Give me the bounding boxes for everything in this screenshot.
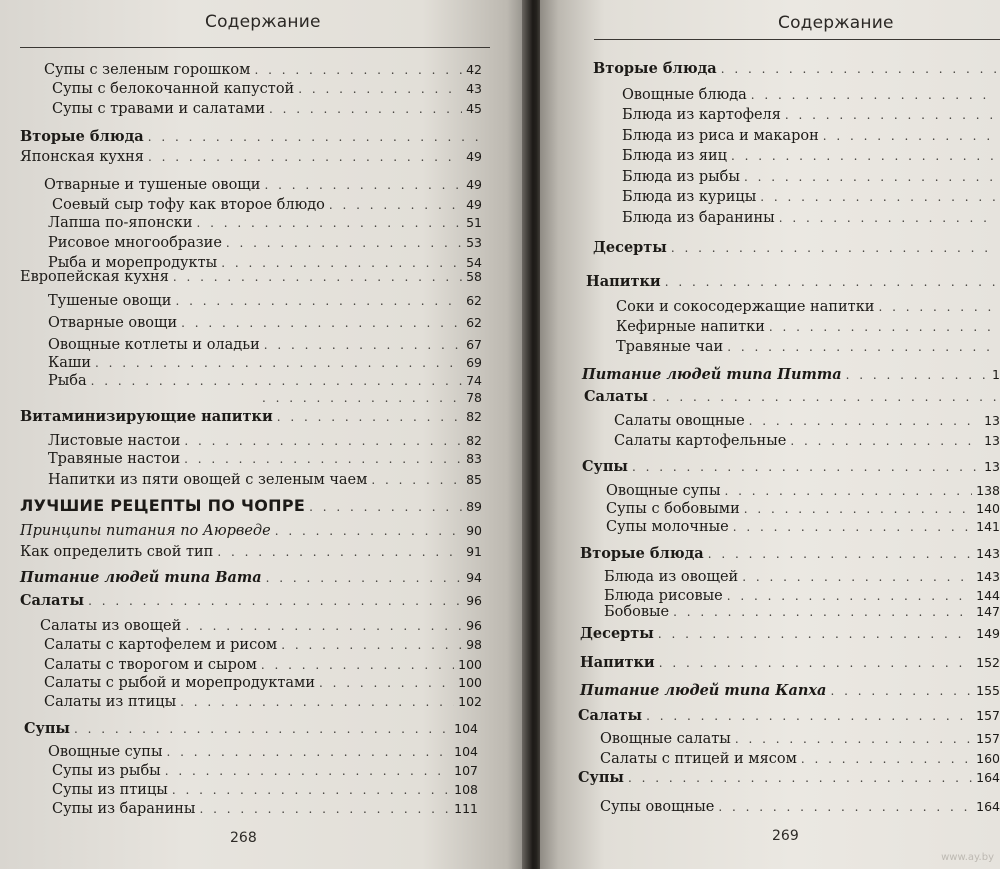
toc-entry-label: Супы xyxy=(582,458,628,475)
toc-entry-page: 49 xyxy=(466,149,482,164)
toc-entry-page: 157 xyxy=(976,708,1000,723)
toc-entry-label: Салаты с творогом и сыром xyxy=(44,657,257,673)
toc-entry xyxy=(593,62,1000,77)
toc-entry xyxy=(44,695,482,710)
toc-entry-label: Салаты xyxy=(578,707,643,724)
toc-entry xyxy=(622,149,1000,164)
toc-leader-dots xyxy=(830,685,972,697)
toc-entry-label: Вторые блюда xyxy=(580,545,704,562)
toc-entry xyxy=(604,605,1000,620)
toc-entry-label: Тушеные овощи xyxy=(48,293,172,309)
toc-entry xyxy=(48,473,482,488)
toc-entry-label: Овощные супы xyxy=(48,744,163,760)
toc-entry-page: 143 xyxy=(976,546,1000,561)
toc-entry-page: 74 xyxy=(466,373,482,388)
toc-leader-dots xyxy=(185,620,462,632)
toc-leader-dots xyxy=(254,64,462,76)
right-running-header: Содержание xyxy=(778,13,894,33)
toc-leader-dots xyxy=(261,659,454,671)
toc-entry xyxy=(580,547,1000,562)
toc-leader-dots xyxy=(646,710,972,722)
toc-entry-label: Соевый сыр тофу как второе блюдо xyxy=(52,197,325,213)
toc-leader-dots xyxy=(785,109,996,121)
toc-entry-page: 78 xyxy=(466,390,482,405)
toc-entry-page: 67 xyxy=(466,337,482,352)
toc-entry xyxy=(52,802,478,817)
toc-entry-label: Соки и сокосодержащие напитки xyxy=(616,299,875,315)
right-folio: 269 xyxy=(772,828,799,844)
toc-entry xyxy=(622,190,1000,205)
toc-leader-dots xyxy=(275,525,462,537)
toc-leader-dots xyxy=(733,521,972,533)
toc-entry-label: Рисовое многообразие xyxy=(48,235,222,251)
toc-entry-label: Супы xyxy=(578,769,624,786)
toc-entry xyxy=(52,102,482,117)
toc-entry-page: 96 xyxy=(466,593,482,608)
toc-leader-dots xyxy=(749,415,980,427)
toc-entry-label: Салаты из птицы xyxy=(44,694,177,710)
toc-entry-page: 94 xyxy=(466,570,482,585)
toc-entry-label: Рыба xyxy=(48,373,87,389)
toc-entry-label: Каши xyxy=(48,355,92,371)
toc-entry-label: Салаты xyxy=(584,388,649,405)
left-running-header: Содержание xyxy=(205,12,321,32)
toc-entry-label: Отварные и тушеные овощи xyxy=(44,177,261,193)
toc-entry xyxy=(578,709,1000,724)
toc-entry-label: Напитки xyxy=(586,273,661,290)
toc-entry-page: 51 xyxy=(466,215,482,230)
toc-entry xyxy=(584,390,1000,405)
toc-entry-page: 1 xyxy=(992,367,1000,382)
toc-entry xyxy=(578,771,1000,786)
toc-entry-label: Блюда из овощей xyxy=(604,569,739,585)
toc-leader-dots xyxy=(823,130,996,142)
toc-entry xyxy=(580,627,1000,642)
toc-leader-dots xyxy=(91,375,462,387)
watermark: www.ay.by xyxy=(941,852,994,863)
toc-leader-dots xyxy=(264,179,462,191)
toc-entry xyxy=(48,452,482,467)
toc-leader-dots xyxy=(167,746,451,758)
toc-leader-dots xyxy=(744,503,972,515)
toc-leader-dots xyxy=(708,548,972,560)
toc-entry-page: 111 xyxy=(454,801,478,816)
toc-leader-dots xyxy=(742,571,972,583)
toc-entry xyxy=(48,434,482,449)
toc-entry-page: 43 xyxy=(466,81,482,96)
left-header-rule xyxy=(20,47,490,48)
toc-entry xyxy=(20,571,482,586)
toc-entry-page: 149 xyxy=(976,626,1000,641)
toc-entry-label: Супы с бобовыми xyxy=(606,501,740,517)
toc-leader-dots xyxy=(659,657,972,669)
toc-entry xyxy=(24,722,478,737)
toc-entry xyxy=(20,270,482,285)
toc-entry-page: 98 xyxy=(466,637,482,652)
toc-entry xyxy=(604,570,1000,585)
toc-leader-dots xyxy=(309,501,462,513)
toc-entry-label: Травяные настои xyxy=(48,451,181,467)
toc-entry-label: Витаминизирующие напитки xyxy=(20,408,273,425)
toc-leader-dots xyxy=(184,435,462,447)
toc-leader-dots xyxy=(801,753,972,765)
toc-leader-dots xyxy=(181,317,462,329)
toc-entry-page: 144 xyxy=(976,588,1000,603)
toc-entry-label: Питание людей типа Вата xyxy=(20,569,262,586)
toc-leader-dots xyxy=(226,237,462,249)
toc-entry-label: Напитки xyxy=(580,654,655,671)
toc-entry-page: 69 xyxy=(466,355,482,370)
toc-leader-dots xyxy=(173,271,462,283)
toc-entry-label: Десерты xyxy=(593,239,667,256)
toc-entry-page: 143 xyxy=(976,569,1000,584)
toc-leader-dots xyxy=(652,391,996,403)
toc-leader-dots xyxy=(371,474,462,486)
toc-entry xyxy=(48,316,482,331)
toc-leader-dots xyxy=(846,369,988,381)
toc-entry-page: 82 xyxy=(466,409,482,424)
toc-entry-page: 49 xyxy=(466,197,482,212)
toc-leader-dots xyxy=(790,435,980,447)
toc-leader-dots xyxy=(148,131,478,143)
toc-entry-page: 58 xyxy=(466,269,482,284)
toc-entry-page: 90 xyxy=(466,523,482,538)
toc-entry xyxy=(614,414,1000,429)
toc-leader-dots xyxy=(731,150,996,162)
toc-entry xyxy=(582,460,1000,475)
toc-entry-page: 100 xyxy=(458,675,482,690)
toc-entry-label: Принципы питания по Аюрведе xyxy=(20,523,271,539)
toc-entry xyxy=(48,374,482,389)
toc-entry-page: 42 xyxy=(466,62,482,77)
toc-entry xyxy=(48,338,482,353)
toc-entry-label: Отварные овощи xyxy=(48,315,178,331)
toc-entry-page: 104 xyxy=(454,744,478,759)
toc-entry-label: Супы овощные xyxy=(600,799,715,815)
toc-entry xyxy=(600,800,1000,815)
toc-entry-label: Овощные котлеты и оладьи xyxy=(48,337,260,353)
toc-leader-dots xyxy=(74,723,450,735)
toc-entry-label: Японская кухня xyxy=(20,149,144,165)
toc-leader-dots xyxy=(298,83,462,95)
toc-entry-label: Бобовые xyxy=(604,604,670,620)
toc-entry-page: 104 xyxy=(454,721,478,736)
toc-entry-label: Салаты из овощей xyxy=(40,618,182,634)
toc-entry xyxy=(20,545,482,560)
toc-entry-page: 108 xyxy=(454,782,478,797)
toc-entry xyxy=(622,88,1000,103)
toc-entry xyxy=(44,658,482,673)
toc-leader-dots xyxy=(779,212,996,224)
toc-entry xyxy=(614,434,1000,449)
toc-leader-dots xyxy=(628,772,972,784)
toc-entry-page: 155 xyxy=(976,683,1000,698)
toc-leader-dots xyxy=(727,341,996,353)
toc-entry xyxy=(580,656,1000,671)
toc-entry xyxy=(48,356,482,371)
toc-leader-dots xyxy=(727,590,972,602)
toc-entry xyxy=(600,752,1000,767)
toc-entry-label: Салаты с рыбой и морепродуктами xyxy=(44,675,316,691)
toc-leader-dots xyxy=(221,257,462,269)
toc-entry-label: ЛУЧШИЕ РЕЦЕПТЫ ПО ЧОПРЕ xyxy=(20,496,306,515)
toc-leader-dots xyxy=(673,606,972,618)
toc-entry-page: 138 xyxy=(976,483,1000,498)
toc-entry xyxy=(20,410,482,425)
toc-entry xyxy=(52,783,478,798)
toc-entry xyxy=(582,368,1000,383)
toc-entry xyxy=(600,732,1000,747)
toc-leader-dots xyxy=(199,803,450,815)
toc-leader-dots xyxy=(725,485,973,497)
toc-leader-dots xyxy=(180,696,454,708)
toc-entry-label: Питание людей типа Капха xyxy=(580,682,827,699)
toc-entry-label: Супы из рыбы xyxy=(52,763,161,779)
toc-entry-page: 141 xyxy=(976,519,1000,534)
toc-entry-label: Супы с белокочанной капустой xyxy=(52,81,295,97)
toc-entry xyxy=(622,211,1000,226)
toc-entry-page: 83 xyxy=(466,451,482,466)
toc-entry xyxy=(622,108,1000,123)
toc-leader-dots xyxy=(281,639,462,651)
toc-entry xyxy=(52,82,482,97)
toc-leader-dots xyxy=(277,411,462,423)
toc-entry-label: Блюда из баранины xyxy=(622,210,775,226)
toc-leader-dots xyxy=(658,628,972,640)
toc-entry-label: Десерты xyxy=(580,625,654,642)
toc-entry-page: 49 xyxy=(466,177,482,192)
toc-entry-page: 147 xyxy=(976,604,1000,619)
toc-entry xyxy=(44,676,482,691)
toc-entry-label: Салаты овощные xyxy=(614,413,745,429)
right-header-rule xyxy=(594,39,1000,40)
toc-leader-dots xyxy=(718,801,972,813)
toc-entry-page: 91 xyxy=(466,544,482,559)
left-folio: 268 xyxy=(230,830,257,846)
toc-entry xyxy=(20,594,482,609)
toc-entry-label: Овощные блюда xyxy=(622,87,747,103)
toc-entry-label: Рыба и морепродукты xyxy=(48,255,218,271)
toc-entry xyxy=(48,216,482,231)
toc-entry-page: 164 xyxy=(976,799,1000,814)
toc-entry-page: 13 xyxy=(984,413,1000,428)
toc-entry-label: Напитки из пяти овощей с зеленым чаем xyxy=(48,472,368,488)
toc-entry-label: Европейская кухня xyxy=(20,269,169,285)
toc-entry xyxy=(616,300,1000,315)
toc-entry-label: Супы из птицы xyxy=(52,782,168,798)
toc-entry-label: Блюда из картофеля xyxy=(622,107,781,123)
toc-leader-dots xyxy=(217,546,462,558)
toc-entry-label: Супы с травами и салатами xyxy=(52,101,265,117)
toc-entry-label: Блюда из яиц xyxy=(622,148,727,164)
toc-entry-page: 53 xyxy=(466,235,482,250)
toc-entry-page: 107 xyxy=(454,763,478,778)
toc-leader-dots xyxy=(165,765,450,777)
toc-entry-page: 164 xyxy=(976,770,1000,785)
toc-entry-label: Как определить свой тип xyxy=(20,544,214,560)
toc-entry-label: Супы молочные xyxy=(606,519,729,535)
toc-entry xyxy=(52,198,482,213)
toc-entry-page: 62 xyxy=(466,293,482,308)
toc-entry-page: 89 xyxy=(466,499,482,514)
toc-leader-dots xyxy=(184,453,462,465)
toc-leader-dots xyxy=(769,321,996,333)
toc-entry-label: Салаты с птицей и мясом xyxy=(600,751,797,767)
toc-entry xyxy=(606,520,1000,535)
toc-leader-dots xyxy=(744,171,996,183)
toc-entry-page: 45 xyxy=(466,101,482,116)
toc-entry-label: Салаты картофельные xyxy=(614,433,787,449)
toc-entry-label: Листовые настои xyxy=(48,433,181,449)
toc-entry-page: 13 xyxy=(984,433,1000,448)
toc-entry-page: 85 xyxy=(466,472,482,487)
toc-leader-dots xyxy=(671,242,996,254)
toc-entry xyxy=(20,130,482,145)
toc-entry-page: 62 xyxy=(466,315,482,330)
toc-entry-label: Супы с зеленым горошком xyxy=(44,62,251,78)
toc-entry xyxy=(48,294,482,309)
toc-leader-dots xyxy=(266,572,462,584)
toc-entry-label: Блюда из риса и макарон xyxy=(622,128,819,144)
toc-entry-label: Вторые блюда xyxy=(20,128,144,145)
toc-entry xyxy=(20,524,482,539)
toc-entry xyxy=(606,484,1000,499)
toc-entry-page: 152 xyxy=(976,655,1000,670)
toc-entry-label: Вторые блюда xyxy=(593,60,717,77)
right-page xyxy=(540,0,1000,869)
toc-entry xyxy=(40,619,482,634)
toc-entry xyxy=(44,638,482,653)
toc-entry-label: Овощные салаты xyxy=(600,731,731,747)
toc-leader-dots xyxy=(197,217,463,229)
toc-entry-page: 96 xyxy=(466,618,482,633)
toc-leader-dots xyxy=(175,295,462,307)
toc-entry-label: Блюда из курицы xyxy=(622,189,757,205)
toc-entry xyxy=(20,150,482,165)
toc-entry-label: Супы из баранины xyxy=(52,801,196,817)
toc-entry-label: Салаты xyxy=(20,592,85,609)
toc-entry-label: Овощные супы xyxy=(606,483,721,499)
toc-entry xyxy=(606,502,1000,517)
toc-entry xyxy=(616,320,1000,335)
toc-leader-dots xyxy=(751,89,996,101)
toc-entry xyxy=(48,236,482,251)
toc-entry-page: 100 xyxy=(458,657,482,672)
toc-entry xyxy=(604,589,1000,604)
toc-entry xyxy=(593,241,1000,256)
toc-leader-dots xyxy=(319,677,454,689)
toc-entry-label: Кефирные напитки xyxy=(616,319,765,335)
toc-leader-dots xyxy=(148,151,462,163)
toc-entry xyxy=(616,340,1000,355)
toc-entry-page: 54 xyxy=(466,255,482,270)
toc-leader-dots xyxy=(269,103,462,115)
toc-entry-label: Питание людей типа Питта xyxy=(582,366,842,383)
toc-leader-dots xyxy=(95,357,462,369)
toc-entry xyxy=(20,498,482,514)
toc-leader-dots xyxy=(264,339,462,351)
toc-entry xyxy=(586,275,1000,290)
toc-entry-label: Травяные чаи xyxy=(616,339,724,355)
toc-entry-page: 160 xyxy=(976,751,1000,766)
toc-leader-dots xyxy=(735,733,972,745)
toc-entry xyxy=(48,745,478,760)
toc-leader-dots xyxy=(172,784,450,796)
toc-entry xyxy=(52,764,478,779)
toc-entry xyxy=(44,63,482,78)
toc-entry xyxy=(622,129,1000,144)
toc-entry xyxy=(44,178,482,193)
toc-entry-label: Супы xyxy=(24,720,70,737)
toc-leader-dots xyxy=(329,199,462,211)
toc-leader-dots xyxy=(878,301,996,313)
toc-entry xyxy=(580,684,1000,699)
toc-entry xyxy=(622,170,1000,185)
toc-entry-label: Салаты с картофелем и рисом xyxy=(44,637,278,653)
toc-entry-page: 13 xyxy=(984,459,1000,474)
toc-leader-dots xyxy=(721,63,996,75)
toc-entry xyxy=(258,392,482,405)
toc-entry-page: 82 xyxy=(466,433,482,448)
toc-leader-dots xyxy=(88,595,462,607)
toc-entry-page: 140 xyxy=(976,501,1000,516)
toc-entry-label: Блюда из рыбы xyxy=(622,169,740,185)
toc-entry-label: Лапша по-японски xyxy=(48,215,193,231)
toc-leader-dots xyxy=(665,276,996,288)
toc-entry-page: 102 xyxy=(458,694,482,709)
toc-entry-label: Блюда рисовые xyxy=(604,588,723,604)
toc-leader-dots xyxy=(632,461,980,473)
toc-leader-dots xyxy=(262,392,462,404)
toc-leader-dots xyxy=(760,191,996,203)
toc-entry-page: 157 xyxy=(976,731,1000,746)
